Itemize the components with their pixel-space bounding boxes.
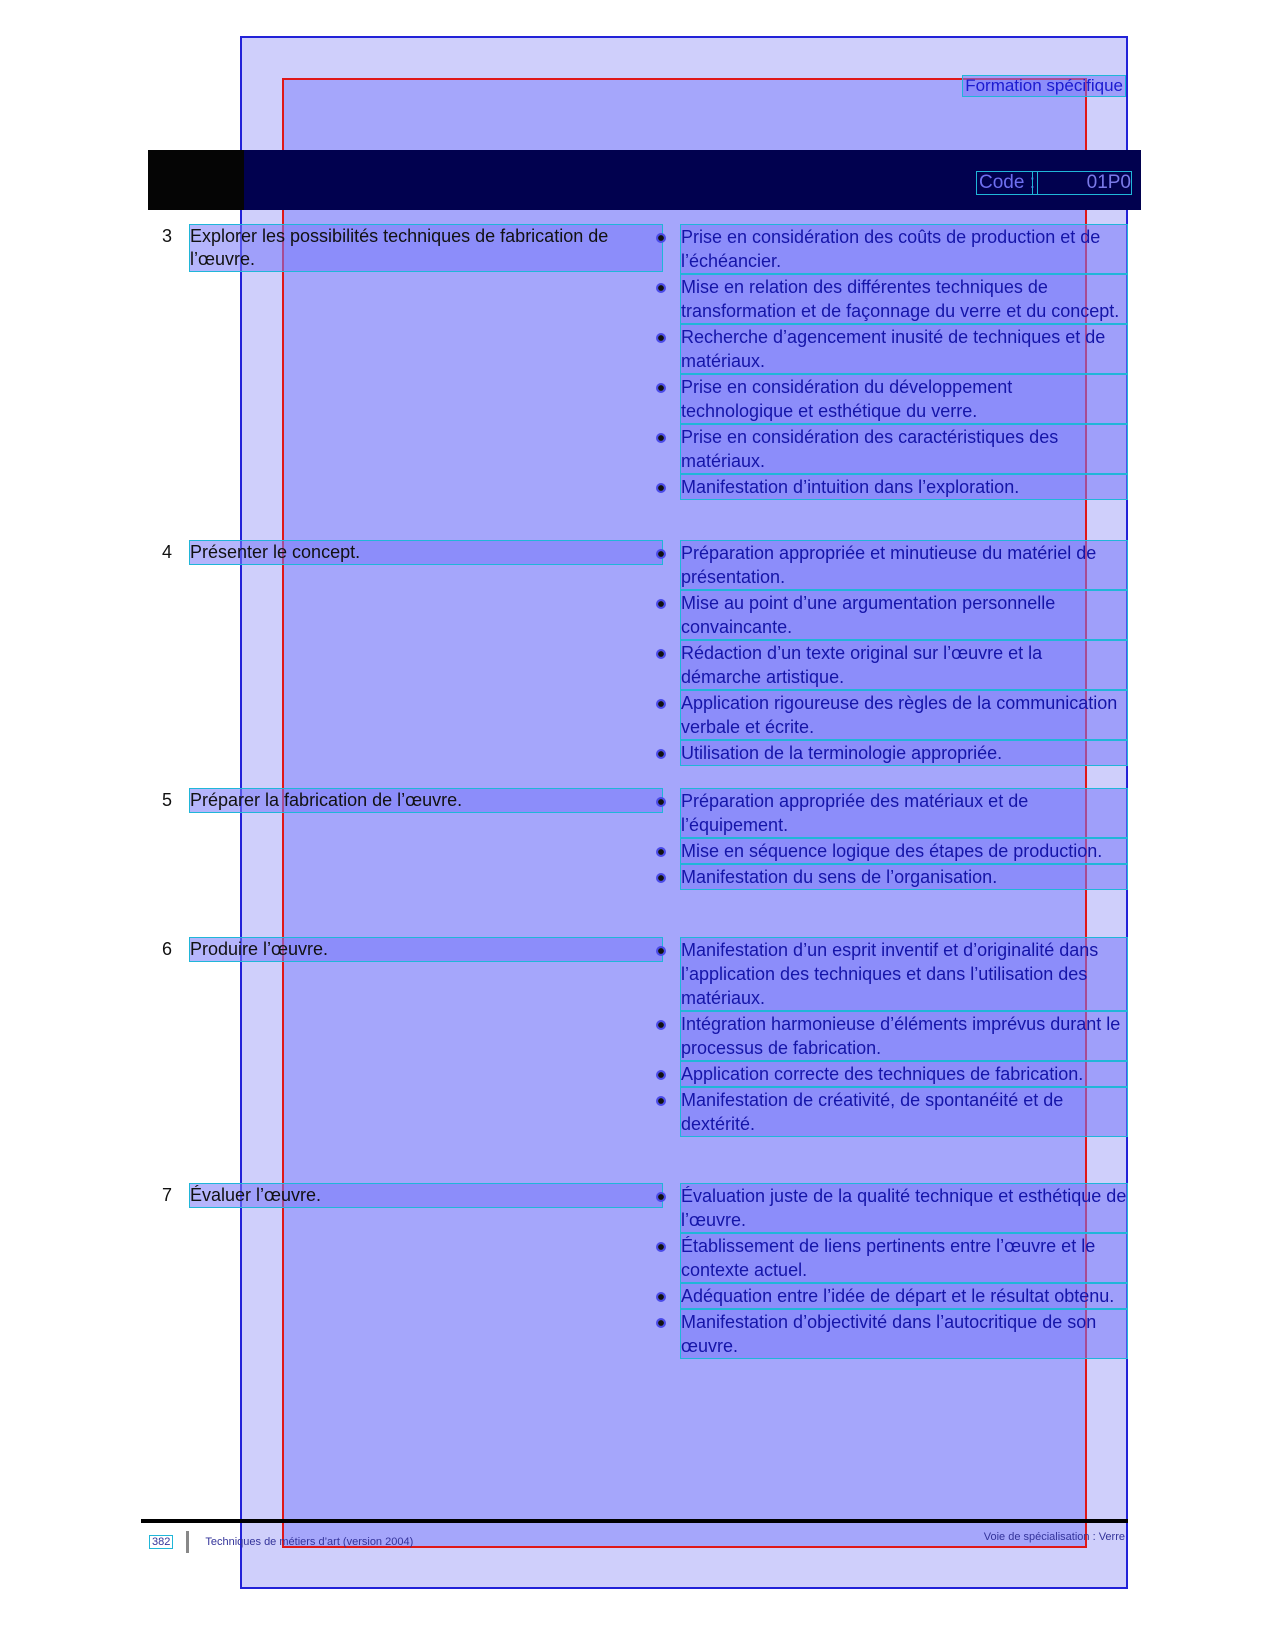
bullet-icon	[658, 285, 664, 291]
list-item	[655, 741, 1127, 765]
list-item	[655, 691, 1127, 739]
step-heading	[162, 1184, 662, 1207]
criterion-text: Manifestation du sens de l’organisation.	[681, 865, 1127, 889]
list-item	[655, 641, 1127, 689]
step-title: Produire l’œuvre.	[190, 938, 662, 961]
criteria-list	[655, 1184, 1127, 1360]
bullet-icon	[658, 948, 664, 954]
step-heading	[162, 789, 662, 812]
list-item	[655, 475, 1127, 499]
list-item	[655, 865, 1127, 889]
code-value: 01P0	[1033, 172, 1131, 194]
step-title: Présenter le concept.	[190, 541, 662, 564]
criterion-text: Manifestation d’objectivité dans l’autocritique de son œuvre.	[681, 1310, 1127, 1358]
list-item	[655, 839, 1127, 863]
footer-divider	[141, 1519, 1128, 1523]
list-item	[655, 789, 1127, 837]
criterion-text: Intégration harmonieuse d’éléments imprévus durant le processus de fabrication.	[681, 1012, 1127, 1060]
criterion-text: Manifestation d’intuition dans l’exploration.	[681, 475, 1127, 499]
criterion-text: Recherche d’agencement inusité de techniques et de matériaux.	[681, 325, 1127, 373]
criterion-text: Mise au point d’une argumentation personnelle convaincante.	[681, 591, 1127, 639]
bullet-icon	[658, 385, 664, 391]
page-number: 382	[152, 1535, 171, 1548]
bullet-icon	[658, 1244, 664, 1250]
criterion-text: Application rigoureuse des règles de la communication verbale et écrite.	[681, 691, 1127, 739]
criterion-text: Rédaction d’un texte original sur l’œuvre et la démarche artistique.	[681, 641, 1127, 689]
bullet-icon	[658, 1194, 664, 1200]
step-number: 7	[162, 1185, 173, 1205]
criterion-text: Prise en considération des coûts de production et de l’échéancier.	[681, 225, 1127, 273]
bullet-icon	[658, 1072, 664, 1078]
criterion-text: Manifestation de créativité, de spontanéité et de dextérité.	[681, 1088, 1127, 1136]
footer-separator	[186, 1531, 189, 1553]
code-label: Code :	[979, 172, 1035, 193]
criteria-list	[655, 541, 1127, 767]
list-item	[655, 325, 1127, 373]
criterion-text: Manifestation d’un esprit inventif et d’originalité dans l’application des techniques et dans l’utilisation des matériaux.	[681, 938, 1127, 1010]
criterion-text: Application correcte des techniques de fabrication.	[681, 1062, 1127, 1086]
list-item	[655, 225, 1127, 273]
bullet-icon	[658, 849, 664, 855]
bullet-icon	[658, 435, 664, 441]
list-item	[655, 1284, 1127, 1308]
bullet-icon	[658, 601, 664, 607]
step-number: 4	[162, 542, 173, 562]
list-item	[655, 591, 1127, 639]
criterion-text: Adéquation entre l’idée de départ et le résultat obtenu.	[681, 1284, 1127, 1308]
bullet-icon	[658, 235, 664, 241]
bullet-icon	[658, 1098, 664, 1104]
list-item	[655, 1062, 1127, 1086]
criterion-text: Mise en séquence logique des étapes de production.	[681, 839, 1127, 863]
step-number: 6	[162, 939, 173, 959]
criterion-text: Prise en considération du développement technologique et esthétique du verre.	[681, 375, 1127, 423]
step-heading	[162, 225, 662, 271]
criteria-list	[655, 938, 1127, 1138]
criterion-text: Prise en considération des caractéristiques des matériaux.	[681, 425, 1127, 473]
criterion-text: Préparation appropriée et minutieuse du matériel de présentation.	[681, 541, 1127, 589]
bullet-icon	[658, 799, 664, 805]
list-item	[655, 1012, 1127, 1060]
list-item	[655, 1310, 1127, 1358]
page-header-title: Formation spécifique	[965, 76, 1123, 95]
step-heading	[162, 938, 662, 961]
bullet-icon	[658, 875, 664, 881]
footer-left	[150, 1531, 413, 1553]
bullet-icon	[658, 551, 664, 557]
bullet-icon	[658, 651, 664, 657]
criterion-text: Établissement de liens pertinents entre l’œuvre et le contexte actuel.	[681, 1234, 1127, 1282]
bullet-icon	[658, 1320, 664, 1326]
step-title: Évaluer l’œuvre.	[190, 1184, 662, 1207]
bullet-icon	[658, 701, 664, 707]
footer-section-label: Voie de spécialisation : Verre	[983, 1531, 1125, 1543]
list-item	[655, 275, 1127, 323]
list-item	[655, 541, 1127, 589]
bullet-icon	[658, 335, 664, 341]
criterion-text: Utilisation de la terminologie appropriée.	[681, 741, 1127, 765]
step-title: Préparer la fabrication de l’œuvre.	[190, 789, 662, 812]
footer-document-title: Techniques de métiers d’art (version 2004)	[205, 1535, 414, 1548]
bullet-icon	[658, 1294, 664, 1300]
bullet-icon	[658, 485, 664, 491]
criteria-list	[655, 225, 1127, 501]
step-number: 5	[162, 790, 173, 810]
list-item	[655, 938, 1127, 1010]
step-heading	[162, 541, 662, 564]
list-item	[655, 425, 1127, 473]
step-number: 3	[162, 226, 173, 246]
criterion-text: Évaluation juste de la qualité technique et esthétique de l’œuvre.	[681, 1186, 1127, 1230]
list-item	[655, 1184, 1127, 1232]
bullet-icon	[658, 751, 664, 757]
criteria-list	[655, 789, 1127, 891]
list-item	[655, 375, 1127, 423]
criterion-text: Mise en relation des différentes techniques de transformation et de façonnage du verre et du concept.	[681, 275, 1127, 323]
list-item	[655, 1088, 1127, 1136]
bullet-icon	[658, 1022, 664, 1028]
criterion-text: Préparation appropriée des matériaux et de l’équipement.	[681, 789, 1127, 837]
list-item	[655, 1234, 1127, 1282]
step-title: Explorer les possibilités techniques de fabrication de l’œuvre.	[190, 225, 662, 271]
